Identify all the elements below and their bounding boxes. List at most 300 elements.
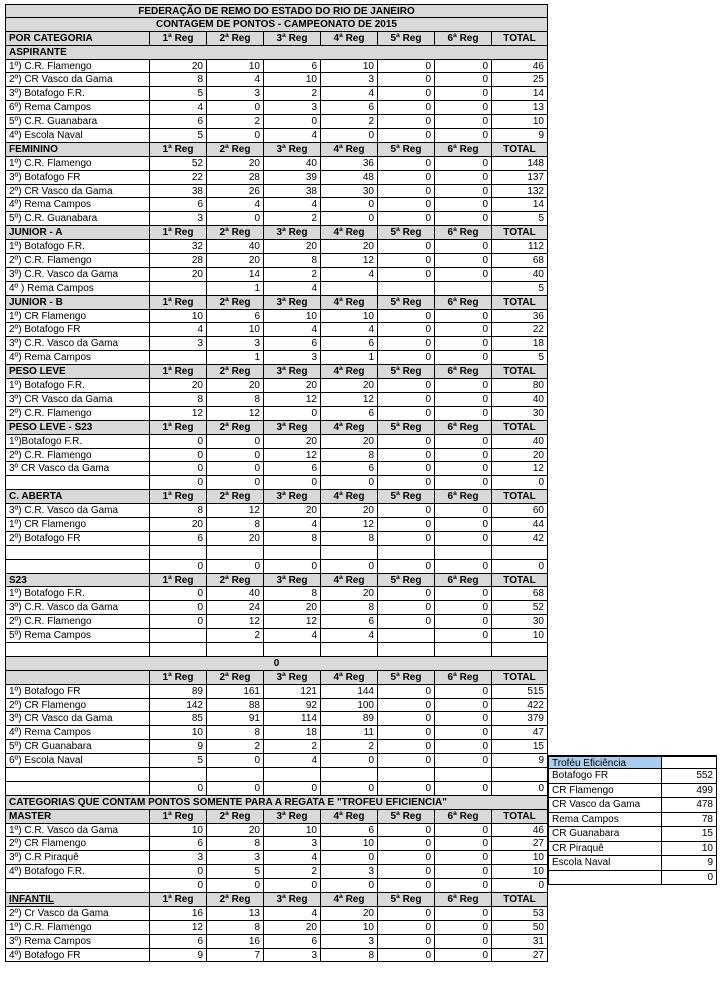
- trophy-blank: [662, 755, 717, 769]
- column-header: TOTAL: [492, 810, 548, 824]
- score-cell: 0: [378, 101, 435, 115]
- score-cell: 6: [264, 462, 321, 476]
- score-cell: 92: [264, 699, 321, 713]
- score-cell: 6: [321, 824, 378, 838]
- club-name: [5, 768, 150, 782]
- score-cell: 422: [492, 699, 548, 713]
- score-cell: 20: [321, 587, 378, 601]
- score-cell: 46: [492, 824, 548, 838]
- score-cell: 8: [264, 532, 321, 546]
- trophy-points: 10: [662, 842, 717, 856]
- column-header: TOTAL: [492, 32, 548, 46]
- score-cell: 20: [321, 240, 378, 254]
- table-row: [5, 476, 548, 490]
- score-cell: 0: [264, 560, 321, 574]
- score-cell: 9: [492, 754, 548, 768]
- column-header: TOTAL: [492, 490, 548, 504]
- score-cell: 0: [435, 824, 492, 838]
- score-cell: 14: [492, 198, 548, 212]
- club-name: 6º) Rema Campos: [5, 101, 150, 115]
- column-header: 6ª Reg: [435, 574, 492, 588]
- score-cell: 0: [321, 879, 378, 893]
- score-cell: 0: [207, 782, 264, 796]
- score-cell: 0: [378, 407, 435, 421]
- band-label: CATEGORIAS QUE CONTAM PONTOS SOMENTE PARA A REGATA E "TROFEU EFICIENCIA": [5, 796, 548, 810]
- score-cell: 0: [435, 629, 492, 643]
- column-header: 4ª Reg: [321, 365, 378, 379]
- table-row: [5, 449, 548, 463]
- score-cell: 12: [264, 393, 321, 407]
- score-cell: [150, 629, 207, 643]
- score-cell: 0: [435, 115, 492, 129]
- trophy-points: 15: [662, 827, 717, 841]
- table-row: [5, 629, 548, 643]
- score-cell: 39: [264, 171, 321, 185]
- column-header: TOTAL: [492, 365, 548, 379]
- score-cell: 5: [492, 351, 548, 365]
- club-name: 1º) C.R. Vasco da Gama: [5, 824, 150, 838]
- score-cell: 0: [321, 129, 378, 143]
- score-cell: 0: [378, 935, 435, 949]
- score-cell: 8: [150, 73, 207, 87]
- score-cell: 10: [492, 629, 548, 643]
- club-name: 3º) C.R Piraquê: [5, 851, 150, 865]
- table-row: [5, 198, 548, 212]
- column-header: 4ª Reg: [321, 32, 378, 46]
- score-cell: 0: [378, 435, 435, 449]
- score-cell: 0: [435, 532, 492, 546]
- column-header: 6ª Reg: [435, 143, 492, 157]
- section-title: [5, 671, 150, 685]
- score-cell: 0: [435, 157, 492, 171]
- score-cell: 0: [378, 115, 435, 129]
- table-row: [5, 60, 548, 74]
- club-name: 1º) Botafogo F.R.: [5, 587, 150, 601]
- score-cell: [378, 546, 435, 560]
- score-cell: 0: [207, 879, 264, 893]
- score-cell: 28: [207, 171, 264, 185]
- score-cell: 0: [378, 518, 435, 532]
- table-row: [5, 935, 548, 949]
- score-cell: 0: [435, 601, 492, 615]
- score-cell: 0: [435, 212, 492, 226]
- score-cell: 0: [378, 504, 435, 518]
- score-cell: 20: [321, 379, 378, 393]
- column-header: 1ª Reg: [150, 143, 207, 157]
- column-header: 5ª Reg: [378, 421, 435, 435]
- trophy-club: Escola Naval: [548, 856, 662, 870]
- score-cell: 30: [492, 615, 548, 629]
- column-header: 3ª Reg: [264, 226, 321, 240]
- score-cell: 1: [321, 351, 378, 365]
- table-row: [5, 560, 548, 574]
- score-cell: 3: [207, 87, 264, 101]
- score-cell: 20: [150, 518, 207, 532]
- score-cell: 3: [321, 865, 378, 879]
- section-header-row: [5, 143, 548, 157]
- score-cell: 40: [492, 435, 548, 449]
- score-cell: 0: [435, 268, 492, 282]
- column-header: 2ª Reg: [207, 226, 264, 240]
- score-cell: 0: [435, 129, 492, 143]
- score-cell: 0: [435, 60, 492, 74]
- score-cell: 20: [150, 379, 207, 393]
- column-header: 4ª Reg: [321, 671, 378, 685]
- score-cell: [378, 629, 435, 643]
- score-cell: 14: [492, 87, 548, 101]
- score-cell: 2: [207, 629, 264, 643]
- column-header: 2ª Reg: [207, 365, 264, 379]
- score-cell: 0: [435, 407, 492, 421]
- section-band: [5, 796, 548, 810]
- score-cell: 10: [207, 323, 264, 337]
- column-header: 4ª Reg: [321, 143, 378, 157]
- score-cell: 52: [492, 601, 548, 615]
- column-header: 3ª Reg: [264, 893, 321, 907]
- club-name: 2º) CR Flamengo: [5, 699, 150, 713]
- score-cell: 10: [321, 837, 378, 851]
- score-cell: 28: [150, 254, 207, 268]
- score-cell: 1: [207, 351, 264, 365]
- score-cell: 8: [321, 601, 378, 615]
- score-cell: 0: [378, 907, 435, 921]
- trophy-row: [548, 827, 717, 841]
- score-cell: 10: [150, 824, 207, 838]
- column-header: 1ª Reg: [150, 893, 207, 907]
- score-cell: [150, 546, 207, 560]
- score-cell: 10: [264, 73, 321, 87]
- table-row: [5, 323, 548, 337]
- score-cell: 0: [435, 185, 492, 199]
- score-cell: 379: [492, 712, 548, 726]
- trophy-row: [548, 871, 717, 885]
- score-cell: 0: [207, 101, 264, 115]
- score-cell: [378, 768, 435, 782]
- column-header: 5ª Reg: [378, 574, 435, 588]
- score-cell: 20: [207, 824, 264, 838]
- score-cell: 6: [264, 337, 321, 351]
- score-cell: 0: [150, 476, 207, 490]
- table-row: [5, 504, 548, 518]
- score-cell: 0: [207, 435, 264, 449]
- score-cell: 8: [150, 393, 207, 407]
- score-cell: 0: [378, 185, 435, 199]
- score-cell: 0: [435, 879, 492, 893]
- score-cell: 8: [321, 532, 378, 546]
- club-name: 2º) CR Vasco da Gama: [5, 73, 150, 87]
- score-cell: 20: [264, 240, 321, 254]
- column-header: 4ª Reg: [321, 296, 378, 310]
- score-cell: 40: [264, 157, 321, 171]
- score-cell: 0: [378, 615, 435, 629]
- score-cell: 0: [150, 462, 207, 476]
- score-cell: 2: [207, 115, 264, 129]
- score-cell: 0: [378, 87, 435, 101]
- club-name: 5º) C.R. Guanabara: [5, 212, 150, 226]
- score-cell: 3: [207, 337, 264, 351]
- score-cell: 0: [378, 685, 435, 699]
- trophy-points: 478: [662, 798, 717, 812]
- score-cell: 12: [264, 449, 321, 463]
- club-name: 4º) Rema Campos: [5, 351, 150, 365]
- club-name: 5º) C.R. Guanabara: [5, 115, 150, 129]
- score-cell: 0: [435, 851, 492, 865]
- column-header: 1ª Reg: [150, 810, 207, 824]
- score-cell: 0: [435, 726, 492, 740]
- column-header: 6ª Reg: [435, 32, 492, 46]
- section-header-row: [5, 671, 548, 685]
- table-row: [5, 379, 548, 393]
- score-cell: 0: [378, 949, 435, 963]
- score-cell: 0: [492, 782, 548, 796]
- column-header: 1ª Reg: [150, 490, 207, 504]
- score-cell: 12: [207, 504, 264, 518]
- score-cell: 0: [150, 865, 207, 879]
- score-cell: 0: [435, 587, 492, 601]
- table-row: [5, 462, 548, 476]
- score-cell: 36: [492, 310, 548, 324]
- score-cell: 12: [150, 921, 207, 935]
- column-header: 6ª Reg: [435, 893, 492, 907]
- score-cell: 38: [150, 185, 207, 199]
- score-cell: 68: [492, 587, 548, 601]
- score-cell: 6: [150, 935, 207, 949]
- score-cell: 0: [435, 73, 492, 87]
- column-header: 1ª Reg: [150, 32, 207, 46]
- score-cell: 0: [435, 837, 492, 851]
- score-cell: 0: [150, 782, 207, 796]
- club-name: 2º) CR Flamengo: [5, 837, 150, 851]
- score-cell: 89: [321, 712, 378, 726]
- score-cell: 0: [435, 712, 492, 726]
- score-cell: 3: [264, 101, 321, 115]
- table-row: [5, 435, 548, 449]
- score-cell: [207, 546, 264, 560]
- club-name: 3º) CR Vasco da Gama: [5, 712, 150, 726]
- table-row: [5, 115, 548, 129]
- score-cell: 0: [435, 323, 492, 337]
- column-header: 2ª Reg: [207, 421, 264, 435]
- section-header-row: [5, 810, 548, 824]
- club-name: 2º) Botafogo FR: [5, 532, 150, 546]
- score-cell: 6: [207, 310, 264, 324]
- table-row: [5, 337, 548, 351]
- score-cell: 0: [150, 449, 207, 463]
- table-row: [5, 171, 548, 185]
- table-row: [5, 685, 548, 699]
- club-name: 1º) CR Flamengo: [5, 518, 150, 532]
- club-name: 4º) Rema Campos: [5, 726, 150, 740]
- score-cell: 38: [264, 185, 321, 199]
- score-cell: 0: [378, 393, 435, 407]
- score-cell: 4: [264, 282, 321, 296]
- score-cell: 10: [264, 824, 321, 838]
- score-cell: 16: [207, 935, 264, 949]
- score-cell: 0: [435, 935, 492, 949]
- section-header-row: [5, 296, 548, 310]
- score-cell: 4: [150, 101, 207, 115]
- table-row: [5, 518, 548, 532]
- club-name: 1º) Botafogo FR: [5, 685, 150, 699]
- score-cell: 0: [378, 476, 435, 490]
- club-name: [5, 560, 150, 574]
- table-row: [5, 254, 548, 268]
- score-cell: 112: [492, 240, 548, 254]
- score-cell: 7: [207, 949, 264, 963]
- score-cell: 9: [150, 740, 207, 754]
- score-cell: 0: [435, 865, 492, 879]
- score-cell: 6: [264, 935, 321, 949]
- score-cell: 0: [378, 699, 435, 713]
- score-cell: 10: [321, 921, 378, 935]
- score-cell: 144: [321, 685, 378, 699]
- score-cell: 6: [321, 462, 378, 476]
- score-cell: [435, 643, 492, 657]
- score-cell: 0: [378, 351, 435, 365]
- score-cell: 10: [150, 310, 207, 324]
- trophy-points: 552: [662, 769, 717, 783]
- section-band: [5, 657, 548, 671]
- score-cell: 0: [264, 879, 321, 893]
- column-header: 4ª Reg: [321, 490, 378, 504]
- column-header: TOTAL: [492, 671, 548, 685]
- score-cell: 0: [435, 754, 492, 768]
- score-cell: 26: [207, 185, 264, 199]
- score-cell: 20: [264, 601, 321, 615]
- score-cell: 0: [378, 851, 435, 865]
- column-header: 5ª Reg: [378, 671, 435, 685]
- score-cell: [435, 282, 492, 296]
- score-cell: 0: [435, 907, 492, 921]
- score-cell: 0: [435, 740, 492, 754]
- score-cell: 0: [435, 393, 492, 407]
- score-cell: 44: [492, 518, 548, 532]
- column-header: 4ª Reg: [321, 893, 378, 907]
- column-header: 5ª Reg: [378, 32, 435, 46]
- score-cell: 1: [207, 282, 264, 296]
- score-cell: 12: [207, 615, 264, 629]
- club-name: 2º) C.R. Flamengo: [5, 407, 150, 421]
- trophy-club: Rema Campos: [548, 813, 662, 827]
- score-cell: 6: [150, 532, 207, 546]
- table-row: [5, 407, 548, 421]
- score-cell: 0: [435, 685, 492, 699]
- score-cell: 6: [321, 407, 378, 421]
- score-cell: [321, 282, 378, 296]
- score-cell: 0: [207, 449, 264, 463]
- table-row: [5, 101, 548, 115]
- score-cell: 91: [207, 712, 264, 726]
- score-cell: 0: [492, 476, 548, 490]
- column-header: 2ª Reg: [207, 671, 264, 685]
- section-header-row: [5, 893, 548, 907]
- trophy-club: [548, 871, 662, 885]
- club-name: 1º) C.R. Flamengo: [5, 60, 150, 74]
- score-cell: 0: [378, 310, 435, 324]
- column-header: 3ª Reg: [264, 810, 321, 824]
- score-cell: 16: [150, 907, 207, 921]
- club-name: 2º) C.R. Flamengo: [5, 615, 150, 629]
- club-name: 3º) C.R. Vasco da Gama: [5, 601, 150, 615]
- score-cell: 3: [207, 851, 264, 865]
- club-name: 3º) Rema Campos: [5, 935, 150, 949]
- score-cell: 0: [207, 754, 264, 768]
- score-cell: 20: [150, 268, 207, 282]
- column-header: 4ª Reg: [321, 574, 378, 588]
- column-header: 1ª Reg: [150, 226, 207, 240]
- band-label: 0: [5, 657, 548, 671]
- score-cell: 5: [150, 754, 207, 768]
- score-cell: [321, 768, 378, 782]
- score-cell: [378, 643, 435, 657]
- column-header: 5ª Reg: [378, 226, 435, 240]
- club-name: 4º) Escola Naval: [5, 129, 150, 143]
- score-cell: 0: [378, 587, 435, 601]
- club-name: 4º) Rema Campos: [5, 198, 150, 212]
- score-cell: 20: [492, 449, 548, 463]
- score-cell: [264, 643, 321, 657]
- score-cell: 36: [321, 157, 378, 171]
- score-cell: 2: [207, 740, 264, 754]
- score-cell: 0: [378, 824, 435, 838]
- championship-title: CONTAGEM DE PONTOS - CAMPEONATO DE 2015: [5, 18, 548, 32]
- score-cell: 0: [435, 171, 492, 185]
- score-cell: 4: [264, 518, 321, 532]
- score-cell: 0: [378, 254, 435, 268]
- table-row: [5, 73, 548, 87]
- score-cell: 3: [264, 837, 321, 851]
- score-cell: 2: [264, 87, 321, 101]
- score-cell: 0: [435, 254, 492, 268]
- section-title: JUNIOR - A: [5, 226, 150, 240]
- score-cell: 3: [150, 337, 207, 351]
- trophy-title-row: [548, 755, 717, 769]
- club-name: 3º CR Vasco da Gama: [5, 462, 150, 476]
- score-cell: 8: [321, 949, 378, 963]
- score-cell: [150, 643, 207, 657]
- score-cell: 6: [321, 101, 378, 115]
- score-cell: [321, 546, 378, 560]
- score-cell: 12: [321, 254, 378, 268]
- club-name: 1º) C.R. Flamengo: [5, 157, 150, 171]
- score-cell: 6: [150, 198, 207, 212]
- score-cell: 0: [321, 782, 378, 796]
- score-cell: 8: [207, 837, 264, 851]
- club-name: [5, 476, 150, 490]
- score-cell: 6: [321, 615, 378, 629]
- score-cell: 0: [378, 879, 435, 893]
- trophy-row: [548, 784, 717, 798]
- score-cell: 6: [150, 115, 207, 129]
- score-cell: 5: [492, 282, 548, 296]
- score-cell: 5: [150, 87, 207, 101]
- score-cell: [264, 546, 321, 560]
- score-cell: 68: [492, 254, 548, 268]
- score-cell: 8: [150, 504, 207, 518]
- section-header-row: [5, 32, 548, 46]
- trophy-club: Botafogo FR: [548, 769, 662, 783]
- category-band: [5, 46, 548, 60]
- column-header: 2ª Reg: [207, 810, 264, 824]
- table-row: [5, 268, 548, 282]
- column-header: 1ª Reg: [150, 671, 207, 685]
- score-cell: 0: [378, 712, 435, 726]
- club-name: 1º) Botafogo F.R.: [5, 240, 150, 254]
- club-name: 1º) Botafogo F.R.: [5, 379, 150, 393]
- table-row: [5, 587, 548, 601]
- score-cell: 3: [150, 851, 207, 865]
- score-cell: 52: [150, 157, 207, 171]
